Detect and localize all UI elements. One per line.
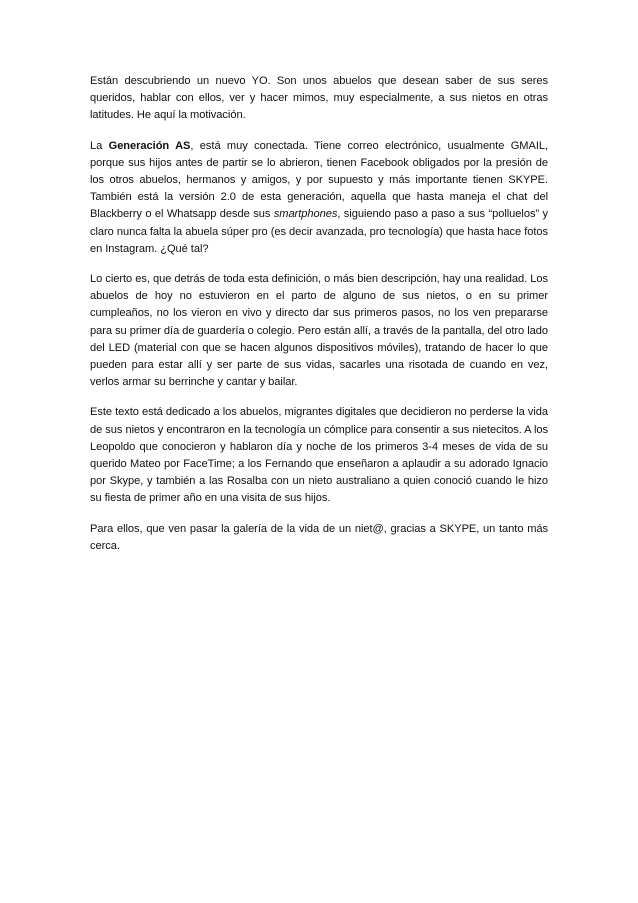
- paragraph-realidad: Lo cierto es, que detrás de toda esta definición, o más bien descripción, hay una realidad. Los abuelos de hoy no estuvieron en el parto de alguno de sus nietos, o en su primer cumpleaños, no los vieron en vivo y directo dar sus primeros pasos, no los ven prepararse para su primer día de guardería o colegio. Pero están allí, a través de la pantalla, del otro lado del LED (material con que se hacen algunos dispositivos móviles), tratando de hacer lo que pueden para estar allí y ser parte de sus vidas, sacarles una risotada de cuando en vez, verlos armar su berrinche y cantar y bailar.: [90, 273, 548, 389]
- paragraph-generacion-as-body: , está muy conectada. Tiene correo electrónico, usualmente GMAIL, porque sus hijos antes de partir se lo abrieron, tienen Facebook obligados por la presión de los otros abuelos, hermanos y amigos, y por supuesto y más importante tienen SKYPE. También está la versión 2.0 de esta generación, aquella que hasta maneja el chat del Blackberry o el Whatsapp desde sus: [90, 139, 548, 221]
- paragraph-generacion-as-lead: La: [90, 139, 109, 152]
- paragraph-generacion-as: [90, 138, 548, 258]
- document-body: [90, 73, 548, 568]
- paragraph-intro: Están descubriendo un nuevo YO. Son unos abuelos que desean saber de sus seres queridos, hablar con ellos, ver y hacer mimos, muy especialmente, a sus nietos en otras latitudes. He aquí la motivación.: [90, 75, 548, 122]
- smartphones-term: smartphones: [273, 208, 338, 221]
- paragraph-dedicatoria: Este texto está dedicado a los abuelos, migrantes digitales que decidieron no perderse la vida de sus nietos y encontraron en la tecnología un cómplice para consentir a sus nietecitos. A los Leopoldo que conocieron y hablaron día y noche de los primeros 3-4 meses de vida de su querido Mateo por FaceTime; a los Fernando que enseñaron a aplaudir a su adorado Ignacio por Skype, y también a las Rosalba con un nieto australiano a quien conoció cuando le hizo su fiesta de primer año en una visita de sus hijos.: [90, 406, 548, 505]
- paragraph-cierre: Para ellos, que ven pasar la galería de la vida de un niet@, gracias a SKYPE, un tanto más cerca.: [90, 522, 548, 552]
- generacion-as-term: Generación AS: [108, 139, 191, 152]
- paragraph-generacion-as-end: , siguiendo paso a paso a sus “polluelos” y claro nunca falta la abuela súper pro (es decir avanzada, pro tecnología) que hasta hace fotos en Instagram. ¿Qué tal?: [90, 208, 549, 255]
